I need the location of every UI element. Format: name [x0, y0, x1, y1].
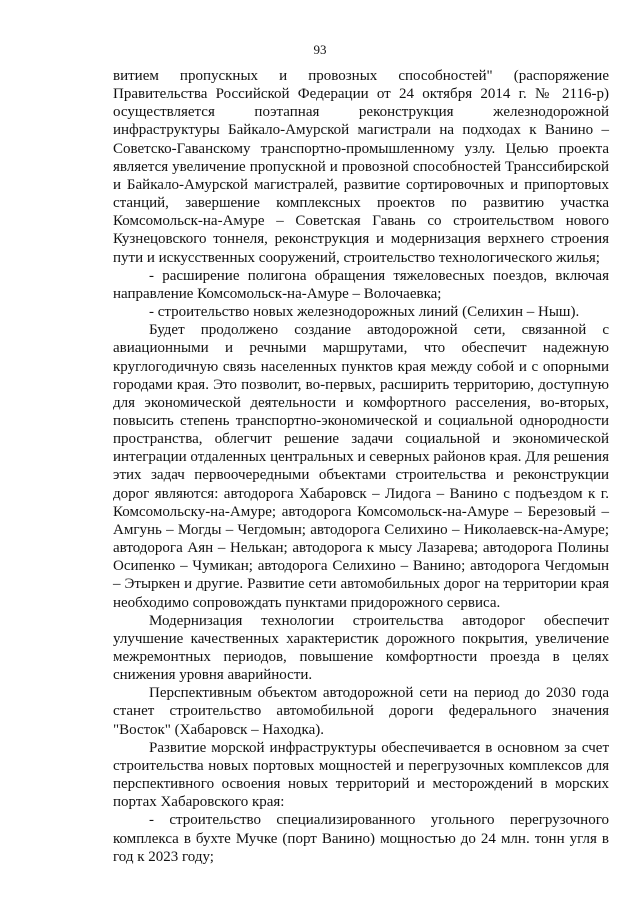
paragraph-road-network: Будет продолжено создание автодорожной сети, связанной с авиационными и речными маршрутами, что обеспечит надежную круглогодичную связь населенных пунктов края между собой и с опорными городами края. Это позволит, во-первых, расширить территорию, доступную для экономической деятельности и комфортного расселения, во-вторых, повысить степень транспортно-экономической и социальной однородности пространства, облегчит решение задачи социальной и экономической интеграции отдаленных центральных и северных районов края. Для решения этих задач первоочередными объектами строительства и реконструкции дорог являются: автодорога Хабаровск – Лидога – Ванино с подъездом к г. Комсомольску-на-Амуре; автодорога Комсомольск-на-Амуре – Березовый – Амгунь – Могды – Чегдомын; автодорога Селихино – Николаевск-на-Амуре; автодорога Аян – Нелькан; автодорога к мысу Лазарева; автодорога Полины Осипенко – Чумикан; автодорога Селихино – Ванино; автодорога Чегдомын – Этыркен и другие. Развитие сети автомобильных дорог на территории края необходимо сопровождать пунктами придорожного сервиса.: [113, 322, 609, 611]
page-number: 93: [313, 42, 327, 57]
paragraph-sea-infrastructure: Развитие морской инфраструктуры обеспечивается в основном за счет строительства новых портовых мощностей и перегрузочных комплексов для перспективного освоения новых территорий и месторождений в морских портах Хабаровского края:: [113, 739, 609, 811]
list-item-new-railway-lines: - строительство новых железнодорожных линий (Селихин – Ныш).: [149, 304, 580, 321]
paragraph-vostok-highway: Перспективным объектом автодорожной сети на период до 2030 года станет строительство автомобильной дороги федерального значения "Восток" (Хабаровск – Находка).: [113, 685, 609, 738]
list-item-heavy-trains: - расширение полигона обращения тяжеловесных поездов, включая направление Комсомольск-на-Амуре – Волочаевка;: [113, 267, 609, 302]
paragraph-railway-reconstruction: витием пропускных и провозных способностей" (распоряжение Правительства Российской Федерации от 24 октября 2014 г. № 2116-р) осуществляется поэтапная реконструкция железнодорожной инфраструктуры Байкало-Амурской магистрали на подходах к Ванино – Советско-Гаванскому транспортно-промышленному узлу. Целью проекта является увеличение пропускной и провозной способностей Транссибирской и Байкало-Амурской магистралей, развитие сортировочных и припортовых станций, завершение комплексных проектов по развитию участка Комсомольск-на-Амуре – Советская Гавань со строительством нового Кузнецовского тоннеля, реконструкция и модернизация верхнего строения пути и искусственных сооружений, строительство технологического жилья;: [113, 68, 609, 266]
paragraph-road-technology: Модернизация технологии строительства автодорог обеспечит улучшение качественных характеристик дорожного покрытия, увеличение межремонтных периодов, повышение комфортности проезда в целях снижения уровня аварийности.: [113, 612, 609, 684]
list-item-coal-terminal: - строительство специализированного угольного перегрузочного комплекса в бухте Мучке (порт Ванино) мощностью до 24 млн. тонн угля в год к 2023 году;: [113, 812, 609, 865]
document-body: [113, 67, 609, 866]
